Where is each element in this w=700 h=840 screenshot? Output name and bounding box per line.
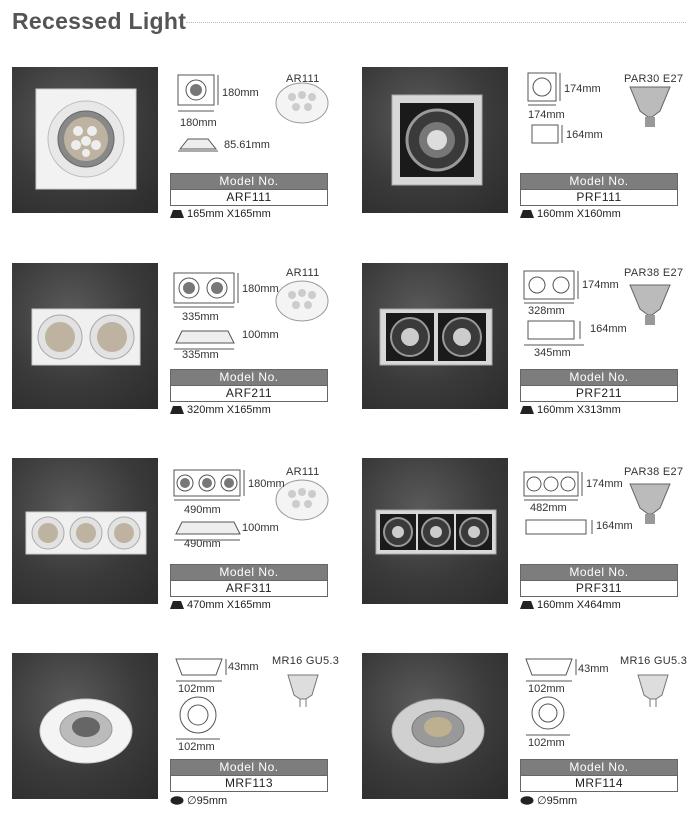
model-header: Model No. (520, 173, 678, 190)
product-card-prf111 (362, 67, 684, 220)
dimension-label: 85.61mm (224, 139, 270, 151)
model-number: ARF211 (170, 385, 328, 402)
model-header: Model No. (170, 759, 328, 776)
product-photo (12, 263, 158, 409)
cutout-size: 320mm X165mm (170, 404, 271, 416)
dimension-label: 180mm (242, 283, 279, 295)
cutout-size: 160mm X160mm (520, 208, 621, 220)
model-header: Model No. (520, 564, 678, 581)
lamp-type: PAR30 E27 (624, 73, 684, 85)
cutout-rect-icon (520, 405, 534, 414)
model-header: Model No. (170, 173, 328, 190)
dimension-label: 335mm (182, 311, 219, 323)
model-number: ARF111 (170, 189, 328, 206)
product-photo (12, 458, 158, 604)
product-card-mrf114 (362, 653, 688, 807)
lamp-type: MR16 GU5.3 (272, 655, 340, 667)
dimension-label: 43mm (578, 663, 609, 675)
dimension-label: 100mm (242, 329, 279, 341)
dimension-label: 102mm (528, 737, 565, 749)
dimension-label: 180mm (180, 117, 217, 129)
product-photo (12, 653, 158, 799)
dimension-label: 174mm (582, 279, 619, 291)
model-header: Model No. (520, 759, 678, 776)
dimension-label: 102mm (178, 741, 215, 753)
cutout-rect-icon (170, 600, 184, 609)
cutout-rect-icon (520, 209, 534, 218)
dimension-label: 164mm (596, 520, 633, 532)
dimension-label: 100mm (242, 522, 279, 534)
product-photo (362, 67, 508, 213)
dimension-label: 43mm (228, 661, 259, 673)
spec-drawing (520, 263, 684, 373)
spec-drawing (520, 67, 684, 177)
page-title: Recessed Light (12, 8, 187, 34)
dimension-label: 482mm (530, 502, 567, 514)
cutout-size: ∅95mm (170, 794, 227, 807)
cutout-size: 160mm X313mm (520, 404, 621, 416)
lamp-type: PAR38 E27 (624, 267, 684, 279)
dimension-label: 102mm (178, 683, 215, 695)
product-card-prf311 (362, 458, 684, 611)
dimension-label: 174mm (564, 83, 601, 95)
lamp-type: AR111 (286, 466, 320, 478)
dimension-label: 164mm (590, 323, 627, 335)
dimension-label: 174mm (586, 478, 623, 490)
product-photo (362, 653, 508, 799)
model-number: PRF311 (520, 580, 678, 597)
spec-drawing (520, 458, 684, 568)
product-card-arf311 (12, 458, 332, 611)
lamp-type: AR111 (286, 267, 320, 279)
dimension-label: 102mm (528, 683, 565, 695)
dimension-label: 345mm (534, 347, 571, 359)
model-number: PRF111 (520, 189, 678, 206)
spec-drawing (520, 653, 688, 763)
model-number: PRF211 (520, 385, 678, 402)
dimension-label: 164mm (566, 129, 603, 141)
model-header: Model No. (170, 369, 328, 386)
model-number: MRF114 (520, 775, 678, 792)
cutout-size: ∅95mm (520, 794, 577, 807)
lamp-type: MR16 GU5.3 (620, 655, 688, 667)
spec-drawing (170, 653, 340, 763)
product-card-prf211 (362, 263, 684, 416)
lamp-type: PAR38 E27 (624, 466, 684, 478)
model-number: MRF113 (170, 775, 328, 792)
model-header: Model No. (170, 564, 328, 581)
spec-drawing (170, 458, 330, 568)
dimension-label: 328mm (528, 305, 565, 317)
dimension-label: 490mm (184, 504, 221, 516)
cutout-rect-icon (170, 209, 184, 218)
product-card-mrf113 (12, 653, 340, 807)
spec-drawing (170, 67, 330, 177)
cutout-size: 165mm X165mm (170, 208, 271, 220)
lamp-type: AR111 (286, 73, 320, 85)
dimension-label: 180mm (248, 478, 285, 490)
cutout-size: 470mm X165mm (170, 599, 271, 611)
model-header: Model No. (520, 369, 678, 386)
dimension-label: 335mm (182, 349, 219, 361)
model-number: ARF311 (170, 580, 328, 597)
cutout-round-icon (520, 796, 534, 805)
cutout-size: 160mm X464mm (520, 599, 621, 611)
dimension-label: 174mm (528, 109, 565, 121)
product-photo (362, 263, 508, 409)
title-divider (186, 22, 686, 23)
cutout-rect-icon (170, 405, 184, 414)
dimension-label: 490mm (184, 538, 221, 550)
product-card-arf211 (12, 263, 332, 416)
dimension-label: 180mm (222, 87, 259, 99)
product-photo (362, 458, 508, 604)
product-photo (12, 67, 158, 213)
product-card-arf111 (12, 67, 332, 220)
cutout-rect-icon (520, 600, 534, 609)
cutout-round-icon (170, 796, 184, 805)
spec-drawing (170, 263, 330, 373)
